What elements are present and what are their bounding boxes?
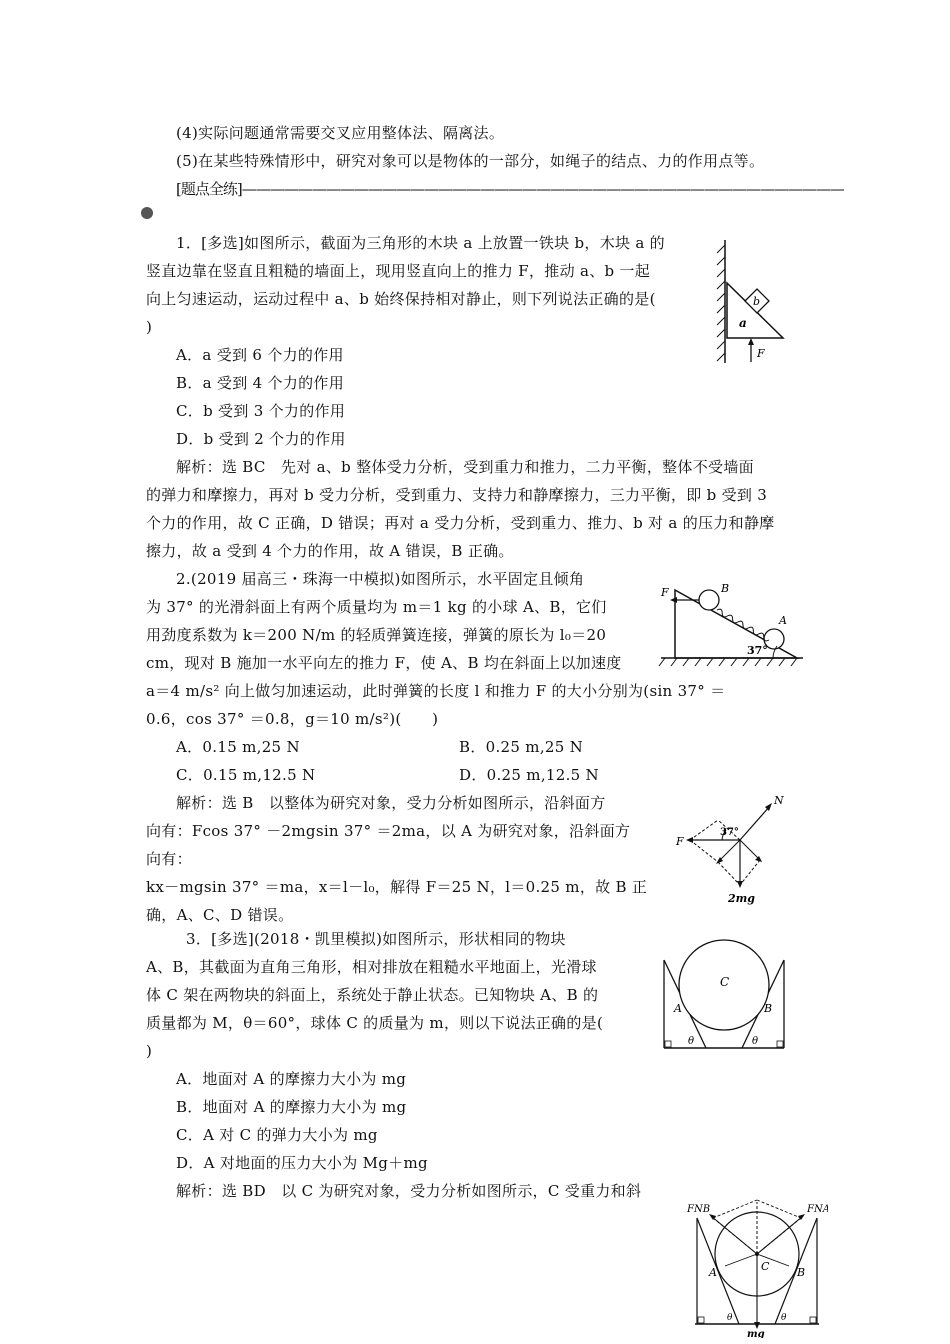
q2-option-b: B．0.25 m,25 N <box>459 738 584 756</box>
q3-stem-line-1: 3．[多选](2018・凯里模拟)如图所示，形状相同的物块 <box>186 930 566 948</box>
q1-stem-line-2: 竖直边靠在竖直且粗糙的墙面上，现用竖直向上的推力 F，推动 a、b 一起 <box>146 262 651 280</box>
q3-fig-theta-left: θ <box>688 1036 695 1047</box>
q3-stem-line-2: A、B，其截面为直角三角形，相对排放在粗糙水平地面上，光滑球 <box>146 958 597 976</box>
q2-fig-angle: 37° <box>747 644 768 657</box>
q1-solution-line-4: 擦力，故 a 受到 4 个力的作用，故 A 错误，B 正确。 <box>146 542 514 560</box>
q3-option-a: A．地面对 A 的摩擦力大小为 mg <box>176 1070 407 1088</box>
q3-option-c: C．A 对 C 的弹力大小为 mg <box>176 1126 378 1144</box>
q1-stem-line-1: 1．[多选]如图所示，截面为三角形的木块 a 上放置一铁块 b，木块 a 的 <box>176 234 665 252</box>
q1-fig-label-a: a <box>739 316 747 330</box>
q2-fig2-label-f: F <box>676 835 684 848</box>
q2-fig-label-b: B <box>721 582 730 595</box>
q2-stem-line-2: 为 37° 的光滑斜面上有两个质量均为 m＝1 kg 的小球 A、B，它们 <box>146 598 607 616</box>
q3-stem-line-4: 质量都为 M，θ＝60°，球体 C 的质量为 m，则以下说法正确的是( <box>146 1014 604 1032</box>
q3-stem-line-5: ) <box>146 1042 153 1060</box>
q2-fig2-label-mg: 2mg <box>728 892 755 905</box>
q3-solution-line-1: 解析：选 BD 以 C 为研究对象，受力分析如图所示，C 受重力和斜 <box>176 1182 642 1200</box>
q3-fig2-theta-left: θ <box>727 1313 733 1323</box>
q2-fig-label-a: A <box>779 614 787 627</box>
q2-force-diagram <box>670 790 800 908</box>
q1-stem-line-4: ) <box>146 318 153 336</box>
q2-stem-line-4: cm，现对 B 施加一水平向左的推力 F，使 A、B 均在斜面上以加速度 <box>146 654 622 672</box>
q2-incline-figure <box>655 580 805 670</box>
q2-option-d: D．0.25 m,12.5 N <box>459 766 599 784</box>
q1-option-a: A．a 受到 6 个力的作用 <box>176 346 344 364</box>
q1-solution-line-3: 个力的作用，故 C 正确，D 错误；再对 a 受力分析，受到重力、推力、b 对 a 的压力和静摩 <box>146 514 775 532</box>
q3-fig2-label-mg: mg <box>747 1329 765 1338</box>
q2-solution-line-4: kx－mgsin 37° ＝ma，x＝l－l₀，解得 F＝25 N，l＝0.25 m，故 B 正 <box>146 878 648 896</box>
bullet-dot-icon <box>141 207 153 219</box>
q2-stem-line-3: 用劲度系数为 k＝200 N/m 的轻质弹簧连接，弹簧的原长为 l₀＝20 <box>146 626 607 644</box>
q3-fig-label-c: C <box>720 975 730 989</box>
q1-stem-line-3: 向上匀速运动，运动过程中 a、b 始终保持相对静止，则下列说法正确的是( <box>146 290 656 308</box>
method-point-4: (4)实际问题通常需要交叉应用整体法、隔离法。 <box>176 124 505 142</box>
q1-solution-line-1: 解析：选 BC 先对 a、b 整体受力分析，受到重力和推力，二力平衡，整体不受墙面 <box>176 458 754 476</box>
q3-option-b: B．地面对 A 的摩擦力大小为 mg <box>176 1098 407 1116</box>
q3-fig2-label-b: B <box>797 1266 806 1279</box>
q3-sphere-wedges-figure <box>660 930 790 1058</box>
q1-fig-label-f: F <box>757 347 765 360</box>
q2-stem-line-1: 2.(2019 届高三・珠海一中模拟)如图所示，水平固定且倾角 <box>176 570 585 588</box>
q3-option-d: D．A 对地面的压力大小为 Mg＋mg <box>176 1154 428 1172</box>
q2-fig2-label-n: N <box>774 794 784 807</box>
q1-option-b: B．a 受到 4 个力的作用 <box>176 374 345 392</box>
q2-stem-line-6: 0.6，cos 37° ＝0.8，g＝10 m/s²)( ) <box>146 710 439 728</box>
q2-fig-label-f: F <box>661 586 669 599</box>
q1-wall-wedge-figure <box>705 235 790 365</box>
q1-option-d: D．b 受到 2 个力的作用 <box>176 430 346 448</box>
q2-fig2-angle: 37° <box>720 827 739 838</box>
q1-solution-line-2: 的弹力和摩擦力，再对 b 受力分析，受到重力、支持力和静摩擦力，三力平衡，即 b 受到 3 <box>146 486 768 504</box>
q2-solution-line-5: 确，A、C、D 错误。 <box>146 906 294 924</box>
q2-solution-line-2: 向有：Fcos 37° －2mgsin 37° ＝2ma，以 A 为研究对象，沿斜面方 <box>146 822 631 840</box>
q2-option-c: C．0.15 m,12.5 N <box>176 766 316 784</box>
q3-stem-line-3: 体 C 架在两物块的斜面上，系统处于静止状态。已知物块 A、B 的 <box>146 986 599 1004</box>
q3-fig-theta-right: θ <box>752 1036 759 1047</box>
q3-force-diagram <box>683 1198 828 1338</box>
q2-option-a: A．0.15 m,25 N <box>176 738 300 756</box>
method-point-5: (5)在某些特殊情形中，研究对象可以是物体的一部分，如绳子的结点、力的作用点等。 <box>176 152 765 170</box>
q3-fig-label-a: A <box>674 1002 682 1015</box>
q3-fig-label-b: B <box>764 1002 773 1015</box>
q3-fig2-label-fnb: FNB <box>687 1204 711 1215</box>
q3-fig2-label-fna: FNA <box>807 1204 828 1215</box>
q3-fig2-theta-right: θ <box>781 1313 787 1323</box>
q1-fig-label-b: b <box>753 295 761 308</box>
q1-option-c: C．b 受到 3 个力的作用 <box>176 402 346 420</box>
q3-fig2-label-c: C <box>761 1260 770 1273</box>
q2-stem-line-5: a＝4 m/s² 向上做匀加速运动，此时弹簧的长度 l 和推力 F 的大小分别为(sin 37° ＝ <box>146 682 726 700</box>
q2-solution-line-3: 向有： <box>146 850 192 868</box>
q3-fig2-label-a: A <box>709 1266 717 1279</box>
q2-solution-line-1: 解析：选 B 以整体为研究对象，受力分析如图所示，沿斜面方 <box>176 794 606 812</box>
section-header-practice: [题点全练]——————————————————————————————————————————— <box>176 180 844 198</box>
